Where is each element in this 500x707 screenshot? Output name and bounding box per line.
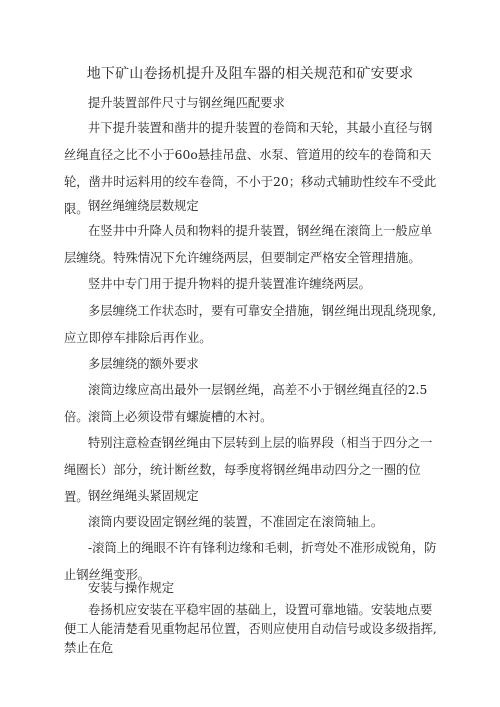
paragraph-material-hoist-two-layers: 竖井中专门用于提升物料的提升装置准许缠绕两层。 bbox=[88, 277, 371, 291]
section-heading-multilayer-extra: 多层缠绕的额外要求 bbox=[88, 357, 199, 371]
section-heading-winding-layers: 钢丝绳缠绕层数规定 bbox=[88, 199, 199, 213]
paragraph-drum-diameter-ratio: 井下提升装置和凿井的提升装置的卷筒和天轮，其最小直径与钢丝绳直径之比不小于60o悬挂吊盘、水泵、管道用的绞车的卷筒和天轮，凿井时运料用的绞车卷筒，不小于20；移动式辅助性绞车不受此限。 bbox=[64, 121, 437, 216]
section-heading-installation-operation: 安装与操作规定 bbox=[88, 581, 175, 595]
paragraph-critical-section-check: 特别注意检查钢丝绳由下层转到上层的临界段（相当于四分之一绳圈长）部分，统计断丝数，每季度将钢丝绳串动四分之一圈的位置。 bbox=[64, 436, 433, 504]
paragraph-multilayer-safety: 多层缠绕工作状态时，要有可靠安全措施，钢丝绳出现乱绕现象,应立即停车排除后再作业。 bbox=[64, 304, 437, 345]
page-title: 地下矿山卷扬机提升及阻车器的相关规范和矿安要求 bbox=[86, 66, 414, 82]
paragraph-rope-hole-edges: -滚筒上的绳眼不许有锋利边缘和毛刺，折弯处不准形成锐角，防止钢丝绳变形。 bbox=[64, 541, 437, 582]
paragraph-rope-fixing-device: 滚筒内要设固定钢丝绳的装置，不准固定在滚筒轴上。 bbox=[88, 515, 384, 529]
section-heading-rope-end-fastening: 钢丝绳绳头紧固规定 bbox=[88, 489, 199, 503]
paragraph-spiral-groove-liner: 滚筒上必须设带有螺旋槽的木衬。 bbox=[88, 410, 273, 424]
paragraph-drum-rim-height: 滚筒边缘应高出最外一层钢丝绳，高差不小于钢丝绳直径的2.5倍。 bbox=[64, 383, 428, 424]
section-heading-component-size: 提升装置部件尺寸与钢丝绳匹配要求 bbox=[88, 96, 285, 110]
paragraph-single-layer-winding: 在竖井中升降人员和物料的提升装置，钢丝绳在滚筒上一般应单层缠绕。特殊情况下允许缠绕两层，但要制定严格安全管理措施。 bbox=[64, 224, 433, 265]
paragraph-installation-foundation: 卷扬机应安装在平稳牢固的基础上，设置可靠地锚。安装地点要便工人能清楚看见重物起吊位置，否则应使用自动信号或设多级指挥,禁止在危 bbox=[64, 603, 437, 655]
